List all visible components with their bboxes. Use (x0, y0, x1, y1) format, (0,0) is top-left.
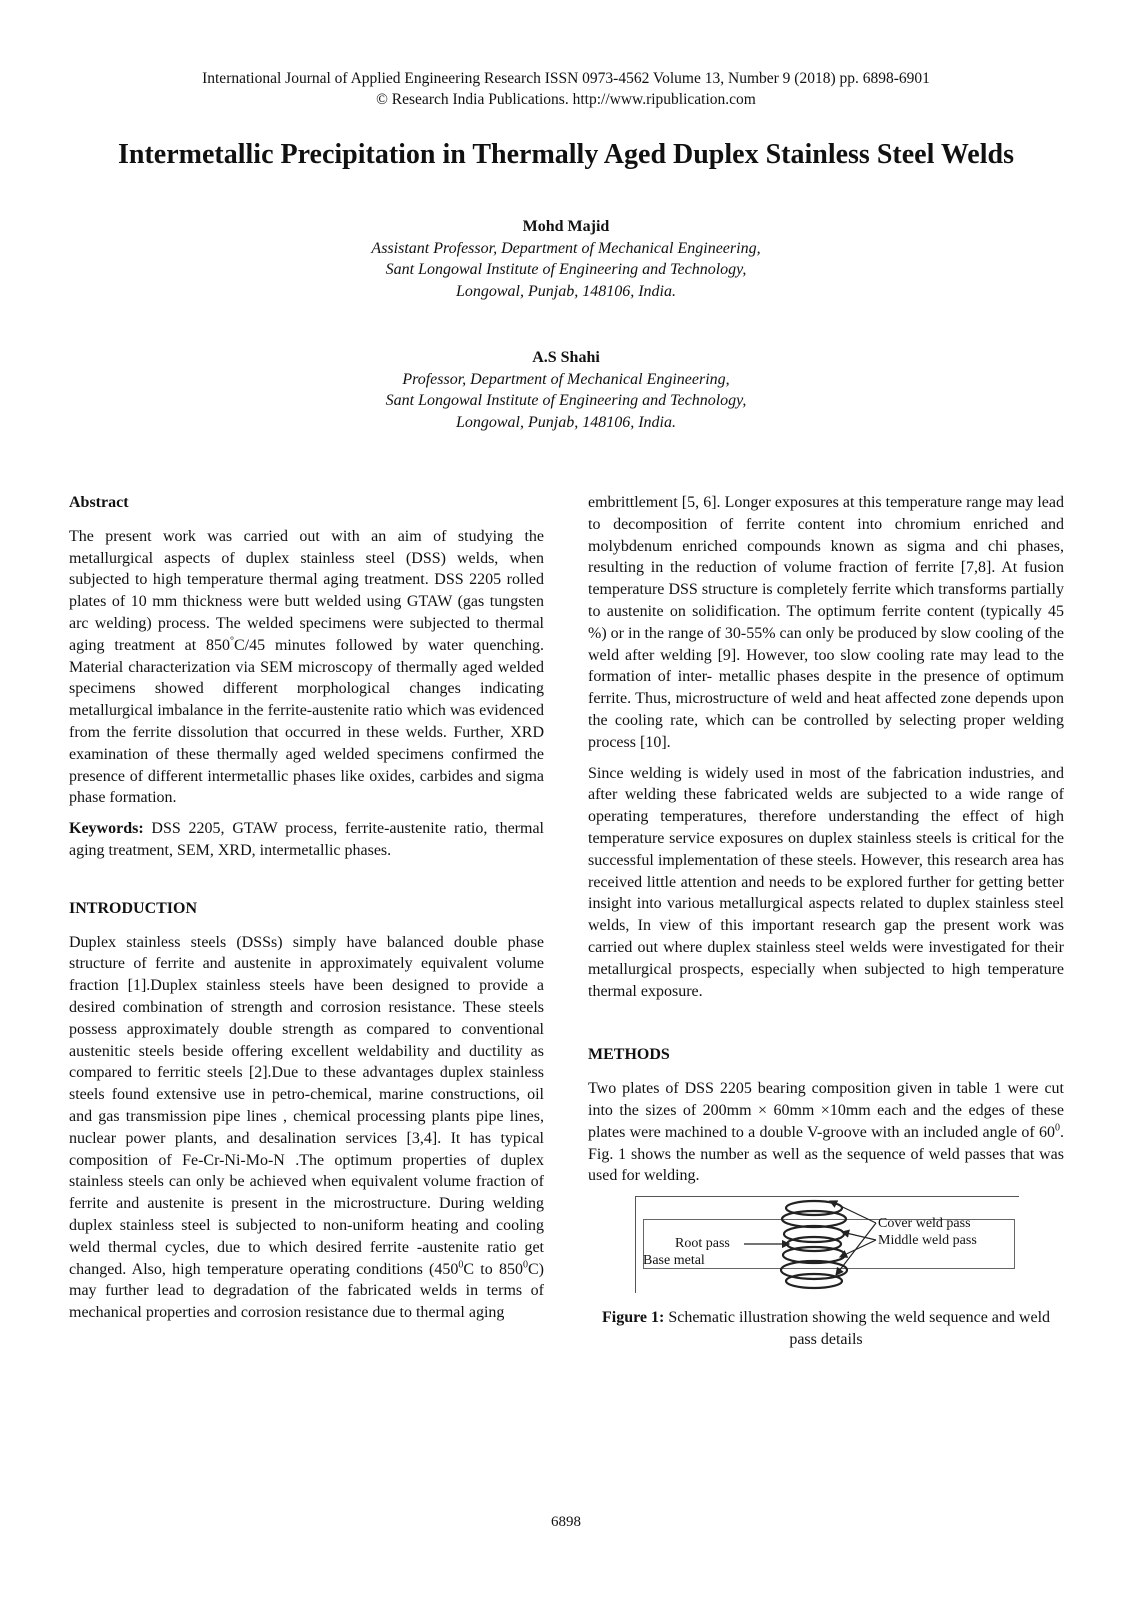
abstract-text-part: C/45 minutes followed by water quenching. Material characterization via SEM microscopy of thermally aged welded specimens showed different morphological changes indicating metallurgical imbalance in the ferrite-austenite ratio which was evidenced from the ferrite dissolution that occurred in these welds. Further, XRD examination of these thermally aged welded specimens confirmed the presence of different intermetallic phases like oxides, carbides and sigma phase formation. (69, 636, 544, 807)
intro-text-part: C) may further lead to degradation of the fabricated welds in terms of mechanical properties and corrosion resistance due to thermal aging (69, 1260, 544, 1322)
weld-bead-stack (781, 1201, 847, 1288)
figure-caption-label: Figure 1: (601, 1309, 665, 1327)
cover-pass-base-bead (786, 1274, 842, 1288)
left-column (69, 492, 544, 1333)
paper-title: Intermetallic Precipitation in Thermally Aged Duplex Stainless Steel Welds (118, 139, 1014, 170)
intro-text-part: Duplex stainless steels (DSSs) simply have balanced double phase structure of ferrite and austenite in approximately equivalent volume fraction [1].Duplex stainless steels have been designed to provide a desired combination of strength and corrosion resistance. These steels possess approximately double strength as compared to conventional austenitic steels beside offering excellent weldability and ductility as compared to ferritic steels [2].Due to these advantages duplex stainless steels found extensive use in petro-chemical, marine constructions, oil and gas transmission pipe lines , chemical processing plants pipe lines, nuclear power plants, and desalination services [3,4]. It has typical composition of Fe-Cr-Ni-Mo-N .The optimum properties of duplex stainless steels can only be achieved when equivalent volume fraction of ferrite and austenite is present in the microstructure. During welding duplex stainless steel is subjected to non-uniform heating and cooling weld thermal cycles, due to which desired ferrite -austenite ratio get changed. Also, high temperature operating conditions (450 (69, 933, 544, 1278)
figure-1-caption (588, 1307, 1064, 1350)
author-block-2 (0, 347, 1132, 433)
page-number: 6898 (551, 1514, 581, 1530)
introduction-paragraph-1-continued: embrittlement [5, 6]. Longer exposures at this temperature range may lead to decomposition of ferrite content into chromium enriched and molybdenum enriched compounds known as sigma and chi phases, resulting in the reduction of volume fraction of ferrite [7,8]. At fusion temperature DSS structure is completely ferrite which transforms partially to austenite on solidification. The optimum ferrite content (typically 45 %) or in the range of 30-55% can only be produced by slow cooling of the weld after welding [9]. However, too slow cooling rate may lead to the formation of inter- metallic phases despite in the presence of optimum ferrite. Thus, microstructure of weld and heat affected zone depends upon the cooling rate, which can be controlled by selecting proper welding process [10]. (588, 494, 1064, 751)
author-affiliation-line: Professor, Department of Mechanical Engineering, (402, 370, 730, 388)
author-affiliation-line: Longowal, Punjab, 148106, India. (455, 282, 676, 300)
methods-text-part: Two plates of DSS 2205 bearing composition given in table 1 were cut into the sizes of 200mm × 60mm ×10mm each and the edges of these plates were machined to a double V-groove with an included angle of 60 (588, 1080, 1064, 1141)
introduction-paragraph-2: Since welding is widely used in most of the fabrication industries, and after welding these fabricated welds are subjected to a wide range of operating temperatures, therefore understanding the effect of high temperature service exposures on duplex stainless steels is critical for the successful implementation of these steels. However, this research area has received little attention and needs to be explored further for getting better insight into various metallurgical aspects related to duplex stainless steel welds, In view of this important research gap the present work was carried out where duplex stainless steel welds were investigated for their metallurgical prospects, especially when subjected to high temperature thermal exposure. (588, 764, 1064, 1000)
keywords-label: Keywords: (69, 820, 144, 838)
abstract-text (69, 526, 544, 809)
journal-citation: International Journal of Applied Engineering Research ISSN 0973-4562 Volume 13, Number 9 (2018) pp. 6898-6901 (202, 70, 930, 87)
author-block-1 (0, 216, 1132, 302)
superscript: 0 (458, 1259, 464, 1271)
cover-pass-bead (782, 1211, 846, 1227)
methods-heading: METHODS (588, 1046, 670, 1064)
keywords (69, 818, 544, 862)
author-name: Mohd Majid (522, 218, 610, 235)
middle-weld-pass-label: Middle weld pass (878, 1233, 977, 1249)
superscript: 0 (523, 1259, 528, 1271)
author-name: A.S Shahi (532, 349, 600, 366)
root-pass-label: Root pass (675, 1236, 730, 1252)
base-metal-label: Base metal (643, 1253, 705, 1269)
methods-paragraph (588, 1078, 1064, 1187)
middle-leader-2 (840, 1240, 876, 1257)
journal-header (0, 68, 1132, 110)
methods-text-part: . Fig. 1 shows the number as well as the sequence of weld passes that was used for welding. (588, 1123, 1064, 1185)
author-affiliation-line: Sant Longowal Institute of Engineering and Technology, (385, 261, 747, 278)
author-affiliation-line: Longowal, Punjab, 148106, India. (455, 413, 676, 431)
keywords-text: DSS 2205, GTAW process, ferrite-austenite ratio, thermal aging treatment, SEM, XRD, intermetallic phases. (69, 820, 544, 859)
author-affiliation-line: Assistant Professor, Department of Mechanical Engineering, (371, 239, 761, 257)
intro-text-part: C to 850 (463, 1260, 523, 1278)
right-column (588, 492, 1064, 1350)
abstract-text-part: The present work was carried out with an aim of studying the metallurgical aspects of duplex stainless steel (DSS) welds, when subjected to high temperature thermal aging treatment. DSS 2205 rolled plates of 10 mm thickness were butt welded using GTAW (gas tungsten arc welding) process. The welded specimens were subjected to thermal aging treatment at 850 (69, 527, 544, 654)
figure-1-schematic (635, 1196, 1019, 1293)
journal-publisher: © Research India Publications. http://www.ripublication.com (376, 91, 756, 108)
author-affiliation-line: Sant Longowal Institute of Engineering and Technology, (385, 392, 747, 409)
superscript: 0 (1055, 1122, 1060, 1134)
degree-superscript: ° (230, 635, 234, 647)
introduction-heading: INTRODUCTION (69, 899, 198, 917)
introduction-paragraph-1 (69, 932, 544, 1324)
abstract-heading: Abstract (69, 494, 129, 511)
figure-caption-text: Schematic illustration showing the weld sequence and weld pass details (664, 1309, 1051, 1348)
middle-leader-1 (842, 1232, 876, 1240)
cover-weld-pass-label: Cover weld pass (878, 1216, 971, 1232)
